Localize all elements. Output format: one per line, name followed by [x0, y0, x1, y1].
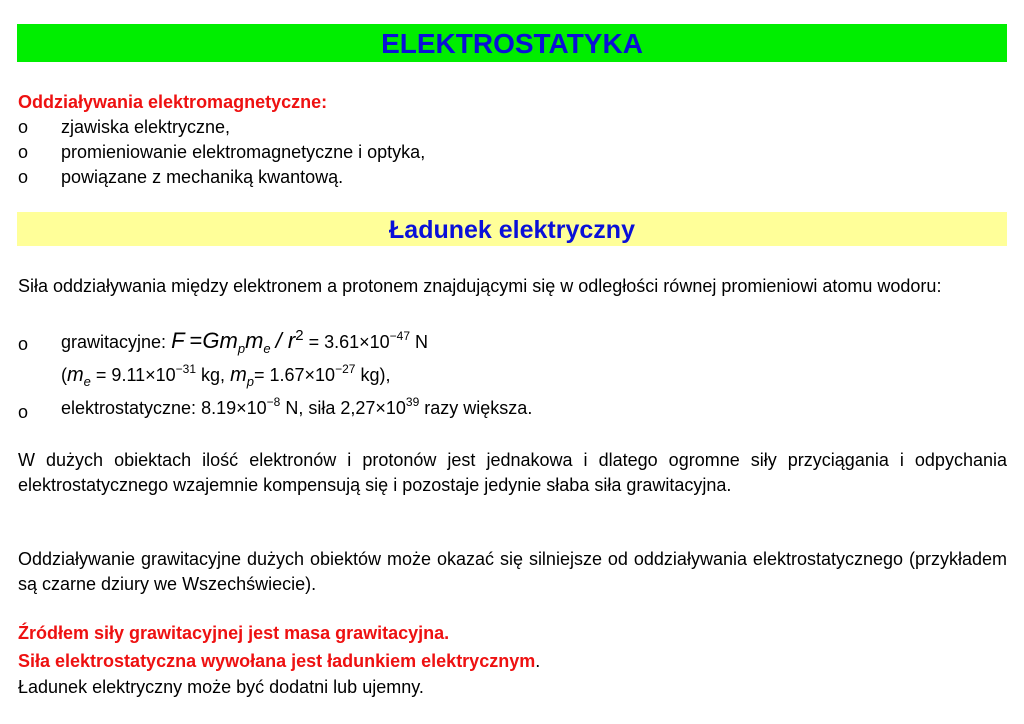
electrostatic-exp1: −8 — [266, 395, 281, 409]
formula-F: F — [171, 328, 185, 353]
closing-line-gravity: Źródłem siły grawitacyjnej jest masa grawitacyjna. — [18, 623, 450, 643]
formula-pow2: 2 — [295, 327, 304, 344]
electrostatic-mid: N, siła 2,27×10 — [285, 398, 406, 418]
bullet-icon: o — [18, 117, 29, 137]
paragraph-compensation — [18, 448, 1007, 498]
force-intro-text: Siła oddziaływania między elektronem a protonem znajdującymi się w odległości równej promieniowi atomu wodoru: — [18, 276, 942, 296]
formula-div: / r — [275, 328, 296, 353]
closing-line-charge-sign: Ładunek elektryczny może być dodatni lub ujemny. — [18, 677, 424, 697]
bullet-icon: o — [18, 402, 29, 422]
masses-open: ( — [61, 365, 67, 385]
mass-e-sub: e — [83, 374, 91, 389]
electrostatic-end: razy większa. — [424, 398, 533, 418]
page-title: ELEKTROSTATYKA — [17, 24, 1007, 62]
mass-e-exp: −31 — [175, 362, 197, 376]
intro-item: zjawiska elektryczne, — [61, 117, 231, 137]
bullet-icon: o — [18, 334, 29, 354]
gravity-label: grawitacyjne: — [61, 332, 167, 352]
masses-line — [61, 364, 390, 387]
electrostatic-line — [61, 395, 533, 419]
paragraph-compensation-text: W dużych obiektach ilość elektronów i protonów jest jednakowa i dlatego ogromne siły przyciągania i odpychania elektrostatycznego wzajemnie kompensują się i pozostaje jedynie słaba siła grawitacyjna. — [18, 450, 1007, 495]
force-intro-paragraph — [18, 274, 1007, 299]
intro-item: powiązane z mechaniką kwantową. — [61, 167, 344, 187]
paragraph-black-holes-text: Oddziaływanie grawitacyjne dużych obiektów może okazać się silniejsze od oddziaływania elektrostatycznego (przykładem są czarne dziury we Wszechświecie). — [18, 549, 1007, 594]
mass-e-symbol: m — [67, 364, 84, 386]
closing-line-electrostatic-dot: . — [535, 651, 541, 671]
gravity-value: = 3.61×10 — [308, 332, 390, 352]
bullet-icon: o — [18, 142, 29, 162]
mass-p-unit: kg), — [360, 365, 391, 385]
mass-p-value: = 1.67×10 — [253, 365, 336, 385]
gravity-exp: −47 — [389, 329, 411, 343]
formula-eq: = — [189, 328, 203, 353]
formula-m: m — [245, 328, 264, 353]
closing-line-electrostatic — [18, 651, 540, 672]
section-title: Ładunek elektryczny — [17, 212, 1007, 246]
mass-p-sub: p — [246, 374, 254, 389]
intro-heading: Oddziaływania elektromagnetyczne: — [18, 92, 328, 112]
mass-p-symbol: m — [230, 364, 247, 386]
formula-sub-p: p — [237, 341, 246, 356]
electrostatic-exp2: 39 — [405, 395, 420, 409]
electrostatic-label: elektrostatyczne: 8.19×10 — [61, 398, 267, 418]
mass-e-unit: kg, — [201, 365, 226, 385]
closing-line-electrostatic-text: Siła elektrostatyczna wywołana jest ładunkiem elektrycznym — [18, 651, 536, 671]
bullet-icon: o — [18, 167, 29, 187]
mass-p-exp: −27 — [335, 362, 356, 376]
formula-sub-e: e — [263, 341, 271, 356]
intro-item: promieniowanie elektromagnetyczne i optyka, — [61, 142, 426, 162]
mass-e-value: = 9.11×10 — [95, 365, 176, 385]
paragraph-black-holes — [18, 547, 1007, 597]
formula-G: Gm — [202, 328, 238, 353]
gravity-formula — [61, 328, 428, 354]
gravity-unit: N — [415, 332, 429, 352]
